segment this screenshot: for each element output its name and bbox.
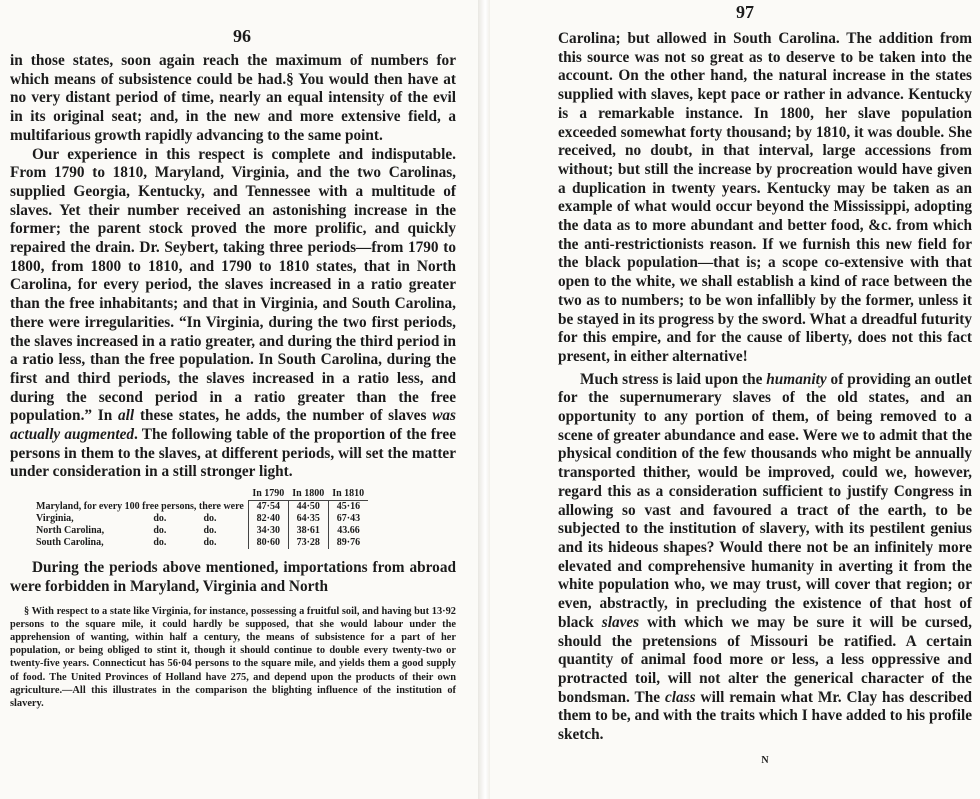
slave-ratio-table [32,488,368,549]
table-row [32,537,368,549]
italic-augmented: was actually augmented [10,407,456,444]
cell-value: 47·54 [248,501,288,514]
table-row [32,513,368,525]
signature-mark: N [761,754,769,766]
cell-value: 45·16 [328,501,368,514]
paragraph-left-3: During the periods above mentioned, importations from abroad were forbidden in Maryland, Virginia and North [10,559,456,595]
row-label: North Carolina, [36,525,105,537]
text-span: Much stress is laid upon the [580,370,767,388]
table-header-1800: In 1800 [288,488,328,501]
ditto-mark: do. [203,525,217,537]
italic-slaves: slaves [601,613,640,631]
text-span: these states, he adds, the number of slaves [134,407,433,425]
cell-value: 34·30 [248,525,288,537]
italic-all: all [118,407,135,425]
text-span: . The following table of the proportion of the free persons in them to the slaves, at different periods, will set the matter under consideration in a still stronger light. [10,426,456,481]
text-span: of providing an outlet for the supernumerary slaves of the old states, and an opportunity to any portion of them, of being removed to a scene of greater abundance and ease. Were we to admit that the physical condition of the few thousands who might be annually transported thither, would be improved, could we, however, regard this as a consideration sufficient to justify Congress in allowing so vast and favoured a tract of the earth, to be subjected to the institution of slavery, with its pestilent genius and its hideous shapes? Would there not be an infinitely more elevated and comprehensive humanity in averting it from the white population who, we may trust, will cover that region; or even, abstractly, in precluding the existence of that host of black [558,370,972,631]
ditto-mark: do. [203,537,217,549]
cell-value: 73·28 [288,537,328,549]
paragraph-right-2 [558,371,972,745]
row-label: Virginia, [36,513,74,525]
row-label: South Carolina, [36,537,104,549]
cell-value: 89·76 [328,537,368,549]
paragraph-right-1: Carolina; but allowed in South Carolina. The addition from this source was not so great as to deserve to be taken into the account. On the other hand, the natural increase in the states supplied with slaves, kept pace or rather in advance. Kentucky is a remarkable instance. In 1800, her slave population exceeded somewhat forty thousand; by 1810, it was double. She received, no doubt, in that interval, large accessions from without; but still the increase by procreation would have given a duplication in twenty years. Kentucky may be taken as an example of what would occur beyond the Mississippi, adopting the data as to more abundant and better food, &c. from which the anti-restrictionists reason. If we furnish this new field for the black population—that is; a scope co-extensive with that open to the white, we shall establish a kind of race between the two as to numbers; to be won infallibly by the former, unless it be stayed in its progress by the sword. What a dreadful futurity for this empire, and for the cause of liberty, does not this fact present, in either alternative! [558,30,972,365]
table-header-1810: In 1810 [328,488,368,501]
cell-value: 82·40 [248,513,288,525]
paragraph-left-2 [10,146,456,483]
table-header-blank [147,488,197,501]
footnote: § With respect to a state like Virginia, for instance, possessing a fruitful soil, and having but 13·92 persons to the square mile, it could hardly be supposed, that she would labour under the apprehension of wanting, within half a century, the means of subsistence for a part of her population, or being obliged to stint it, though it should continue to double every twenty-two or twenty-five years. Connecticut has 56·04 persons to the square mile, and yields them a good supply of food. The United Provinces of Holland have 275, and depend upon the products of their own agriculture.—All this illustrates in the comparison the blighting influence of the institution of slavery. [10,605,456,709]
row-label: Maryland, for every 100 free persons, there were [36,500,244,512]
text-span: will remain what Mr. Clay has described them to be, and with the traits which I have added to his profile sketch. [558,688,972,744]
italic-humanity: humanity [766,370,827,388]
table-header-blank [32,488,147,501]
cell-value: 38·61 [288,525,328,537]
page-number-right: 97 [736,2,754,22]
italic-class: class [664,688,696,706]
ditto-mark: do. [153,525,167,537]
cell-value: 67·43 [328,513,368,525]
cell-value: 43.66 [328,525,368,537]
text-span: Our experience in this respect is complete and indisputable. From 1790 to 1810, Maryland, Virginia, and the two Carolinas, supplied Georgia, Kentucky, and Tennessee with a multitude of slaves. Yet their number received an astonishing increase in the former; the parent stock proved the more prolific, and quickly repaired the drain. Dr. Seybert, taking three periods—from 1790 to 1800, from 1800 to 1810, and 1790 to 1810 states, that in North Carolina, for every period, the slaves increased in a ratio greater than the free inhabitants; and that in Virginia, and South Carolina, there were irregularities. “In Virginia, during the two first periods, the slaves increased in a ratio greater, and during the third period in a ratio less, than the free population. In South Carolina, during the first and third periods, the slaves increased in a ratio less, and during the second period in a ratio greater than the free population.” In [10,145,456,425]
table-row [32,525,368,537]
table-header-blank [197,488,248,501]
cell-value: 80·60 [248,537,288,549]
table-header-1790: In 1790 [248,488,288,501]
cell-value: 44·50 [288,501,328,514]
cell-value: 64·35 [288,513,328,525]
ditto-mark: do. [203,513,217,525]
table-row [32,501,368,514]
book-gutter [478,0,490,799]
left-page [0,0,478,799]
ditto-mark: do. [153,537,167,549]
paragraph-left-1: in those states, soon again reach the maximum of numbers for which means of subsistence could be had.§ You would then have at no very distant period of time, nearly an equal intensity of the evil in its original seat; and, in the new and more extensive field, a multifarious growth rapidly advancing to the same point. [10,52,456,144]
right-page [490,0,980,799]
ditto-mark: do. [153,513,167,525]
text-span: with which we may be sure it will be cursed, should the pretensions of Missouri be ratified. A certain quantity of animal food more or less, a less oppressive and protracted toil, will not alter the generical character of the bondsman. The [558,613,973,706]
page-number-left: 96 [233,26,251,46]
